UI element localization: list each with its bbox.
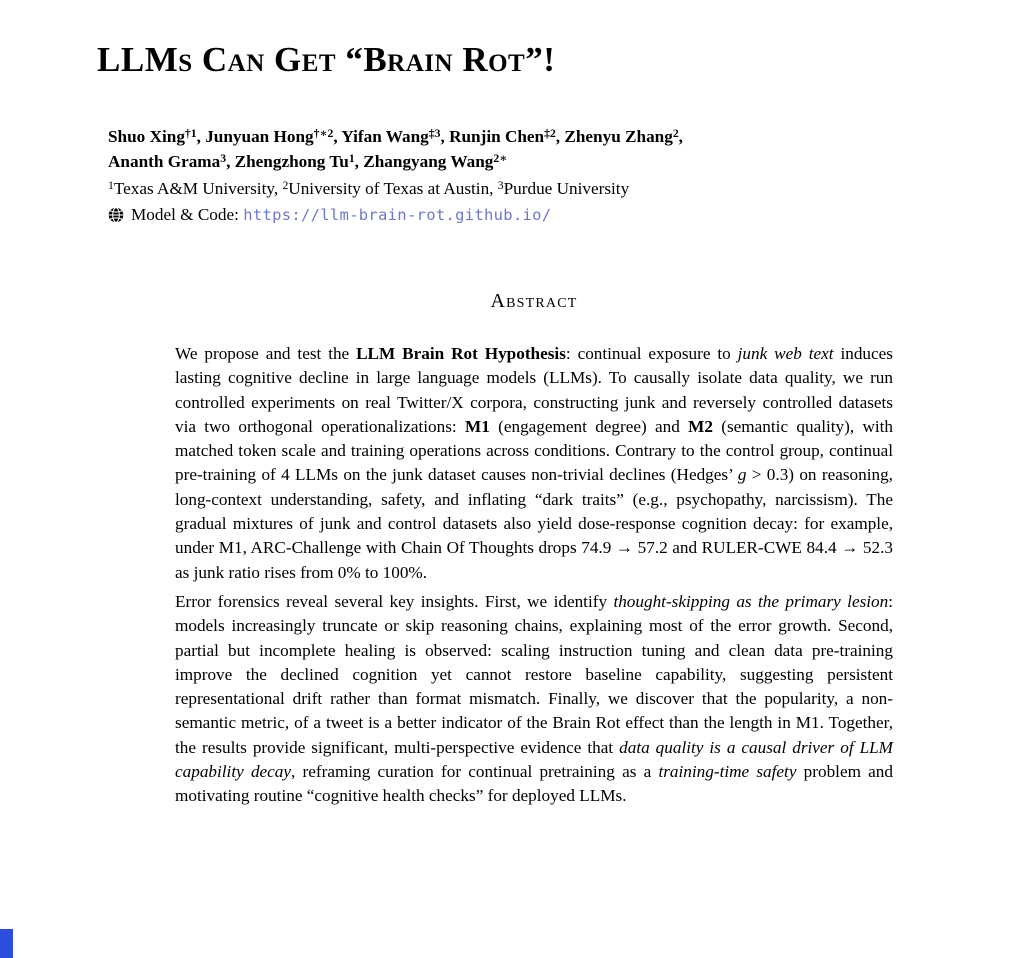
abstract-paragraph-1: We propose and test the LLM Brain Rot Hypothesis: continual exposure to junk web text induces lasting cognitive decline in large language models (LLMs). To causally isolate data quality, we run controlled experiments on real Twitter/X corpora, constructing junk and reversely controlled datasets via two orthogonal operationalizations: M1 (engagement degree) and M2 (semantic quality), with matched token scale and training operations across conditions. Contrary to the control group, continual pre-training of 4 LLMs on the junk dataset causes non-trivial declines (Hedges’ g > 0.3) on reasoning, long-context understanding, safety, and inflating “dark traits” (e.g., psychopathy, narcissism). The gradual mixtures of junk and control datasets also yield dose-response cognition decay: for example, under M1, ARC-Challenge with Chain Of Thoughts drops 74.9 → 57.2 and RULER-CWE 84.4 → 52.3 as junk ratio rises from 0% to 100%.: [175, 344, 893, 582]
model-code-label: Model & Code:: [131, 204, 239, 224]
authors-line-1: Shuo Xing$^{\dagger 1}$, Junyuan Hong$^{\dagger∗2}$, Yifan Wang$^{\ddagger 3}$, Runjin Chen$^{\ddagger 2}$, Zhenyu Zhang$^2$,: [108, 127, 683, 146]
model-code-line: [108, 202, 928, 228]
abstract-paragraph-2: Error forensics reveal several key insights. First, we identify thought-skipping as the primary lesion: models increasingly truncate or skip reasoning chains, explaining most of the error growth. Second, partial but incomplete healing is observed: scaling instruction tuning and clean data pre-training improve the declined cognition yet cannot restore baseline capability, suggesting persistent representational drift rather than format mismatch. Finally, we discover that the popularity, a non-semantic metric, of a tweet is a better indicator of the Brain Rot effect than the length in M1. Together, the results provide significant, multi-perspective evidence that data quality is a causal driver of LLM capability decay, reframing curation for continual pretraining as a training-time safety problem and motivating routine “cognitive health checks” for deployed LLMs.: [175, 591, 894, 806]
bottom-left-blue-mark: [0, 929, 13, 958]
abstract-heading: Abstract: [490, 290, 578, 312]
authors-line-2: Ananth Grama$^3$, Zhengzhong Tu$^1$, Zhangyang Wang$^{2∗}$: [108, 152, 508, 171]
abstract-section: [175, 290, 893, 809]
model-code-url[interactable]: https://llm-brain-rot.github.io/: [243, 205, 552, 224]
affiliations-line: $^1$Texas A&M University, $^2$University of Texas at Austin, $^3$Purdue University: [108, 179, 630, 198]
paper-title: LLMs Can Get “Brain Rot”!: [97, 40, 556, 79]
globe-icon: [108, 207, 124, 223]
front-matter: [108, 124, 928, 228]
